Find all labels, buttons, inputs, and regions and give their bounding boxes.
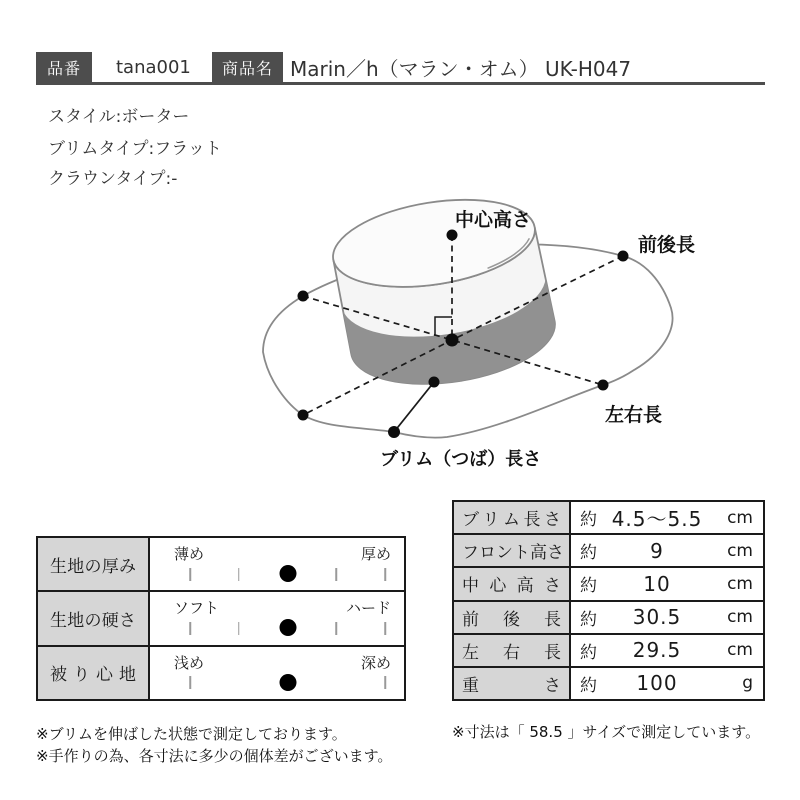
product-name-value: Marin／h（マラン・オム） UK-H047 bbox=[290, 56, 632, 81]
attribute-label: 被 り 心 地 bbox=[38, 647, 150, 699]
measurement-label: 中 心 高 さ bbox=[454, 568, 571, 599]
scale-track bbox=[190, 567, 385, 581]
scale-max-label: 厚め bbox=[360, 545, 391, 563]
scale-value-dot bbox=[279, 674, 296, 691]
dot-brim-edge bbox=[388, 426, 400, 438]
measurement-value: 4.5～5.5 bbox=[611, 507, 703, 532]
measurement-row bbox=[454, 502, 763, 533]
measurement-unit: cm bbox=[727, 573, 753, 594]
spec-crown-type: クラウンタイプ:- bbox=[48, 169, 178, 189]
measurement-value: 9 bbox=[650, 538, 664, 563]
measurement-unit: g bbox=[742, 673, 753, 694]
measurement-table bbox=[452, 500, 765, 701]
attribute-scale-thickness bbox=[150, 538, 404, 590]
measurement-label: ブ リ ム 長 さ bbox=[454, 502, 571, 533]
fabric-attribute-table bbox=[36, 536, 406, 701]
measurement-value: 30.5 bbox=[632, 605, 682, 630]
product-name-label: 商品名 bbox=[221, 58, 273, 78]
spec-brim-type: ブリムタイプ:フラット bbox=[48, 139, 222, 159]
dot-left-right bbox=[598, 380, 609, 391]
attribute-row-fit bbox=[38, 645, 404, 699]
scale-min-label: ソフト bbox=[174, 599, 220, 618]
scale-min-label: 浅め bbox=[174, 653, 205, 672]
spec-style: スタイル:ボーター bbox=[48, 107, 190, 127]
approx-label: 約 bbox=[580, 675, 597, 696]
measurement-unit: cm bbox=[727, 607, 753, 628]
dot-crown-base bbox=[429, 377, 440, 388]
approx-label: 約 bbox=[580, 642, 597, 663]
footnote-brim-measure: ※ブリムを伸ばした状態で測定しております。 bbox=[36, 725, 347, 743]
item-number-value: tana001 bbox=[116, 56, 191, 78]
approx-label: 約 bbox=[580, 609, 597, 630]
measurement-row bbox=[454, 633, 763, 666]
footnote-size-basis: ※寸法は「 58.5 」サイズで測定しています。 bbox=[452, 723, 761, 741]
dot-brim-left bbox=[298, 291, 309, 302]
measurement-unit: cm bbox=[727, 640, 753, 661]
measurement-label: 前 後 長 bbox=[454, 602, 571, 633]
measurement-row bbox=[454, 600, 763, 633]
measurement-row bbox=[454, 566, 763, 599]
measurement-label: フ ロ ン ト 高 さ bbox=[454, 535, 571, 566]
header-underline bbox=[36, 82, 765, 85]
attribute-label: 生 地 の 厚 み bbox=[38, 538, 150, 590]
attribute-scale-fit bbox=[150, 647, 404, 699]
diagram-label-brim-length: ブリム（つば）長さ bbox=[380, 449, 542, 470]
item-number-label: 品番 bbox=[46, 58, 81, 78]
diagram-label-center-height: 中心高さ bbox=[455, 209, 532, 231]
scale-min-label: 薄め bbox=[174, 545, 205, 563]
scale-value-dot bbox=[279, 619, 296, 636]
scale-track bbox=[190, 621, 385, 635]
dot-front-back bbox=[618, 251, 629, 262]
attribute-row-stiffness bbox=[38, 590, 404, 644]
measurement-value: 29.5 bbox=[632, 638, 682, 663]
dot-center bbox=[446, 334, 459, 347]
measurement-value: 10 bbox=[643, 571, 671, 596]
scale-max-label: 深め bbox=[360, 653, 391, 672]
measurement-label: 左 右 長 bbox=[454, 635, 571, 666]
diagram-label-front-back: 前後長 bbox=[638, 234, 696, 256]
measurement-unit: cm bbox=[727, 540, 753, 561]
attribute-row-thickness bbox=[38, 538, 404, 590]
diagram-label-left-right: 左右長 bbox=[605, 404, 663, 426]
item-number-label-box bbox=[36, 52, 92, 82]
attribute-scale-stiffness bbox=[150, 592, 404, 644]
measurement-row bbox=[454, 666, 763, 699]
scale-value-dot bbox=[279, 565, 296, 582]
measurement-unit: cm bbox=[727, 507, 753, 528]
approx-label: 約 bbox=[580, 510, 597, 531]
measurement-value: 100 bbox=[636, 671, 678, 696]
footnote-handmade: ※手作りの為、各寸法に多少の個体差がございます。 bbox=[36, 747, 393, 765]
scale-track bbox=[190, 676, 385, 690]
approx-label: 約 bbox=[580, 576, 597, 597]
dot-brim-lower-left bbox=[298, 410, 309, 421]
measurement-row bbox=[454, 533, 763, 566]
product-name-label-box bbox=[212, 52, 283, 82]
measurement-label: 重 さ bbox=[454, 668, 571, 699]
scale-max-label: ハード bbox=[345, 599, 391, 618]
approx-label: 約 bbox=[580, 543, 597, 564]
attribute-label: 生 地 の 硬 さ bbox=[38, 592, 150, 644]
